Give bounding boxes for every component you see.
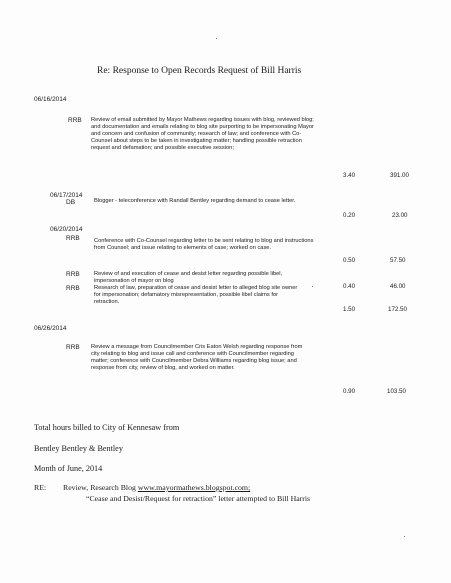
- entry-hours: 1.50: [343, 306, 356, 313]
- entry-initials: RRB: [66, 235, 80, 242]
- billing-month: Month of June, 2014: [34, 464, 103, 473]
- scan-speck: [404, 536, 405, 537]
- scan-speck: [216, 38, 217, 39]
- re-line-2: “Cease and Desist/Request for retraction” letter attempted to Bill Harris: [86, 494, 311, 503]
- entry-date: 06/20/2014: [50, 226, 83, 233]
- entry-hours: 0.40: [343, 283, 356, 290]
- document-heading: Re: Response to Open Records Request of Bill Harris: [97, 66, 302, 76]
- entry-description: Research of law, preparation of cease and desist letter to alleged blog site owner for impersonation; defamatory misrepresentation, possible libel claims for retraction.: [94, 285, 298, 305]
- entry-hours: 0.90: [343, 388, 356, 395]
- scan-speck: [312, 286, 313, 287]
- entry-amount: 46.00: [390, 283, 406, 290]
- entry-date: 06/16/2014: [34, 96, 67, 103]
- entry-initials: RRB: [66, 344, 80, 351]
- entry-hours: 3.40: [343, 172, 356, 179]
- entry-description: Review of email submitted by Mayor Mathews regarding issues with blog, reviewed blog; and documentation and emails relating to blog site purporting to be impersonating Mayor and concern and confusion of community; research of law; and conference with Co-Counsel about steps to be taken in investigating matter; handling possible retraction request and defamation; and possible executive session;: [91, 117, 314, 151]
- entry-description: Conference with Co-Counsel regarding letter to be sent relating to blog and instructions from Counsel; and issue relating to elements of case; worked on case.: [94, 238, 314, 251]
- entry-amount: 103.50: [387, 388, 406, 395]
- entry-initials: RRB: [66, 271, 80, 278]
- entry-initials: DB: [66, 199, 76, 206]
- entry-description: Blogger - teleconference with Randall Bentley regarding demand to cease letter.: [94, 198, 296, 204]
- entry-amount: 391.00: [390, 172, 409, 179]
- blog-link[interactable]: www.mayormathews.blogspot.com;: [137, 483, 251, 492]
- entry-hours: 0.20: [343, 212, 356, 219]
- entry-description: Review of and execution of cease and desist letter regarding possible libel, impersonation of mayor on blog: [94, 271, 283, 284]
- entry-initials: RRB: [68, 117, 82, 124]
- re-line: [63, 483, 250, 492]
- entry-amount: 172.50: [388, 306, 407, 313]
- entry-date: 06/26/2014: [34, 325, 67, 332]
- total-hours-line: Total hours billed to City of Kennesaw from: [34, 423, 180, 432]
- entry-description: Review a message from Councilmember Cris Eaton Welsh regarding response from city relating to blog and issue call and conference with Councilmember regarding matter; conference with Councilmember Debra Williams regarding blog issue; and response from city, review of blog, and worked on matter.: [91, 344, 303, 371]
- entry-date: 06/17/2014: [50, 192, 83, 199]
- entry-initials: RRB: [66, 285, 80, 292]
- entry-amount: 23.00: [392, 212, 408, 219]
- re-text: Review, Research Blog: [63, 483, 138, 492]
- entry-amount: 57.50: [390, 257, 406, 264]
- firm-name: Bentley Bentley & Bentley: [34, 444, 123, 453]
- entry-hours: 0.50: [343, 257, 356, 264]
- re-label: RE:: [34, 483, 47, 492]
